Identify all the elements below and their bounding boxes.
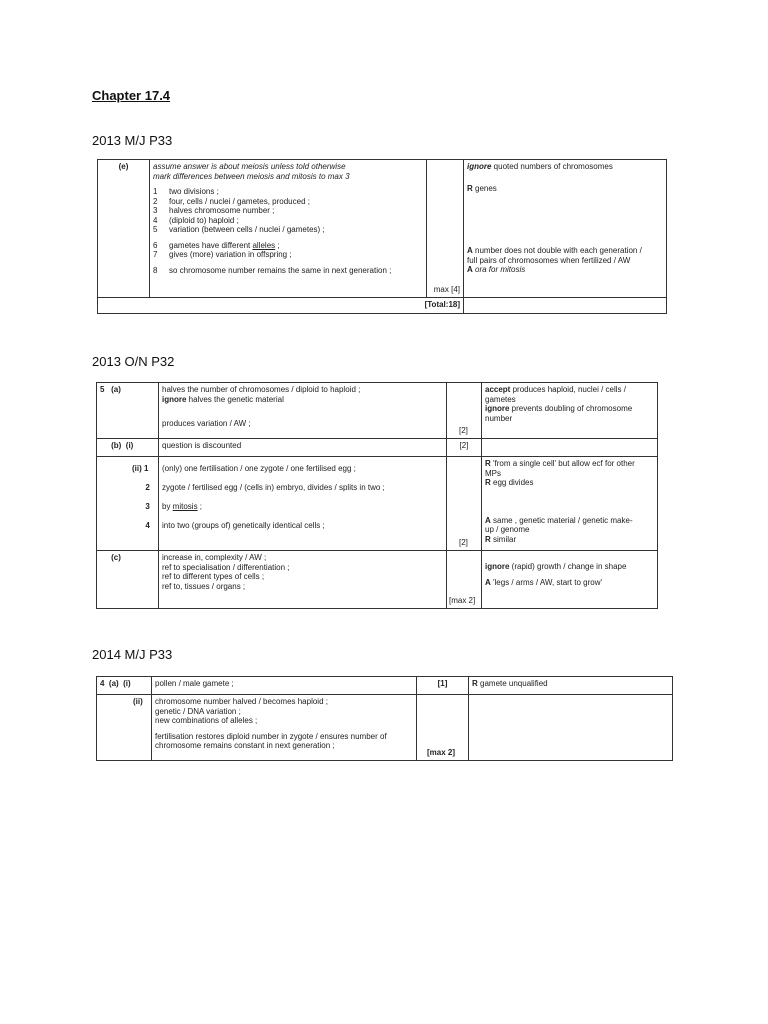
question-part: (c) [97,551,159,609]
guidance-line: accept produces haploid, nuclei / cells / [485,385,626,394]
question-number: 5 (a) [97,383,159,439]
marking-point: 7 gives (more) variation in offspring ; [153,250,292,259]
answer-cell [159,457,447,551]
answer-intro-line: assume answer is about meiosis unless told otherwise [153,162,346,171]
answer-intro-line: mark differences between meiosis and mitosis to max 3 [153,171,350,181]
question-number: 4 (a) (i) [97,677,152,695]
question-part: (b) (i) [97,439,159,457]
question-part: (e) [98,160,150,298]
answer-line: ref to different types of cells ; [162,572,265,581]
answer-line: zygote / fertilised egg / (cells in) embryo, divides / splits in two ; [162,483,385,492]
guidance-line: A ora for mitosis [467,265,526,274]
guidance-line: R egg divides [485,478,534,487]
guidance-line: up / genome [485,525,530,534]
answer-line: increase in, complexity / AW ; [162,553,267,562]
marks-cell [417,695,469,761]
table-row [97,457,658,551]
question-sub-numbers: (ii) 1 2 3 4 [97,457,159,551]
marking-point: 5 variation (between cells / nuclei / gametes) ; [153,225,325,234]
marks-cell [447,551,482,609]
guidance-cell [482,383,658,439]
guidance-cell [469,677,673,695]
guidance-cell [482,457,658,551]
answer-cell [152,695,417,761]
guidance-line: A 'legs / arms / AW, start to grow' [485,577,603,587]
table-row [98,160,667,298]
marks-value: [max 2] [427,747,456,757]
table-row [97,551,658,609]
answer-line: ref to specialisation / differentiation ; [162,562,290,572]
answer-cell [159,439,447,457]
guidance-line: R genes [467,183,497,193]
table-row [97,439,658,457]
guidance-line: R gamete unqualified [472,679,548,688]
guidance-line: R similar [485,534,517,544]
answer-line: ref to, tissues / organs ; [162,581,246,591]
marks-value: [2] [459,441,469,450]
empty-cell [469,695,673,761]
section-label-2014-mj-p33: 2014 M/J P33 [92,647,173,662]
answer-cell [159,383,447,439]
guidance-line: ignore quoted numbers of chromosomes [467,162,613,171]
section-label-2013-on-p32: 2013 O/N P32 [92,354,175,369]
total-cell: [Total:18] [98,298,464,314]
answer-line: chromosome number halved / becomes haploid ; [155,697,328,706]
marks-value: max [4] [433,284,460,294]
marks-cell [427,160,464,298]
marks-cell [447,457,482,551]
marks-cell [447,383,482,439]
guidance-cell [482,551,658,609]
guidance-line: number [485,413,513,423]
table-row [97,383,658,439]
answer-cell [150,160,427,298]
answer-line: halves the number of chromosomes / diploid to haploid ; [162,385,361,394]
marking-point: 6 gametes have different alleles ; [153,240,280,250]
empty-cell [464,298,667,314]
answer-line: by mitosis ; [162,502,203,511]
answer-line: question is discounted [162,441,242,450]
marks-cell [447,439,482,457]
question-part: (ii) [97,695,152,761]
answer-cell [152,677,417,695]
guidance-cell [464,160,667,298]
guidance-line: ignore prevents doubling of chromosome [485,404,633,413]
table-row [98,298,667,314]
guidance-line: A same , genetic material / genetic make- [485,515,633,525]
marks-value: [2] [459,537,468,547]
section-label-2013-mj-p33: 2013 M/J P33 [92,133,173,148]
answer-line: new combinations of alleles ; [155,716,258,725]
chapter-heading: Chapter 17.4 [92,88,171,103]
answer-line: ignore halves the genetic material [162,394,284,404]
answer-line: chromosome remains constant in next generation ; [155,741,335,750]
answer-line: into two (groups of) genetically identical cells ; [162,521,325,530]
table-row [97,695,673,761]
marking-point: 1 two divisions ; [153,187,219,196]
mark-scheme-table-2013-mj-p33 [97,159,667,314]
guidance-line: R 'from a single cell' but allow ecf for other [485,459,635,468]
answer-line: produces variation / AW ; [162,419,251,428]
marking-point: 4 (diploid to) haploid ; [153,215,239,225]
empty-cell [482,439,658,457]
marks-value: [max 2] [449,595,476,605]
guidance-line: MPs [485,468,501,478]
answer-line: pollen / male gamete ; [155,679,234,688]
marking-point: 8 so chromosome number remains the same in next generation ; [153,265,392,275]
guidance-line: ignore (rapid) growth / change in shape [485,562,627,571]
marking-point: 3 halves chromosome number ; [153,206,275,215]
answer-line: fertilisation restores diploid number in zygote / ensures number of [155,731,387,741]
marks-cell [417,677,469,695]
table-row [97,677,673,695]
marks-value: [2] [459,425,468,435]
marks-value: [1] [437,679,448,688]
guidance-line: gametes [485,394,516,404]
answer-line: (only) one fertilisation / one zygote / one fertilised egg ; [162,464,356,473]
marking-point: 2 four, cells / nuclei / gametes, produced ; [153,196,310,206]
mark-scheme-table-2014-mj-p33 [96,676,673,761]
guidance-line: full pairs of chromosomes when fertilized / AW [467,255,631,265]
guidance-line: A number does not double with each generation / [467,246,642,255]
mark-scheme-table-2013-on-p32 [96,382,658,609]
answer-cell [159,551,447,609]
answer-line: genetic / DNA variation ; [155,706,241,716]
